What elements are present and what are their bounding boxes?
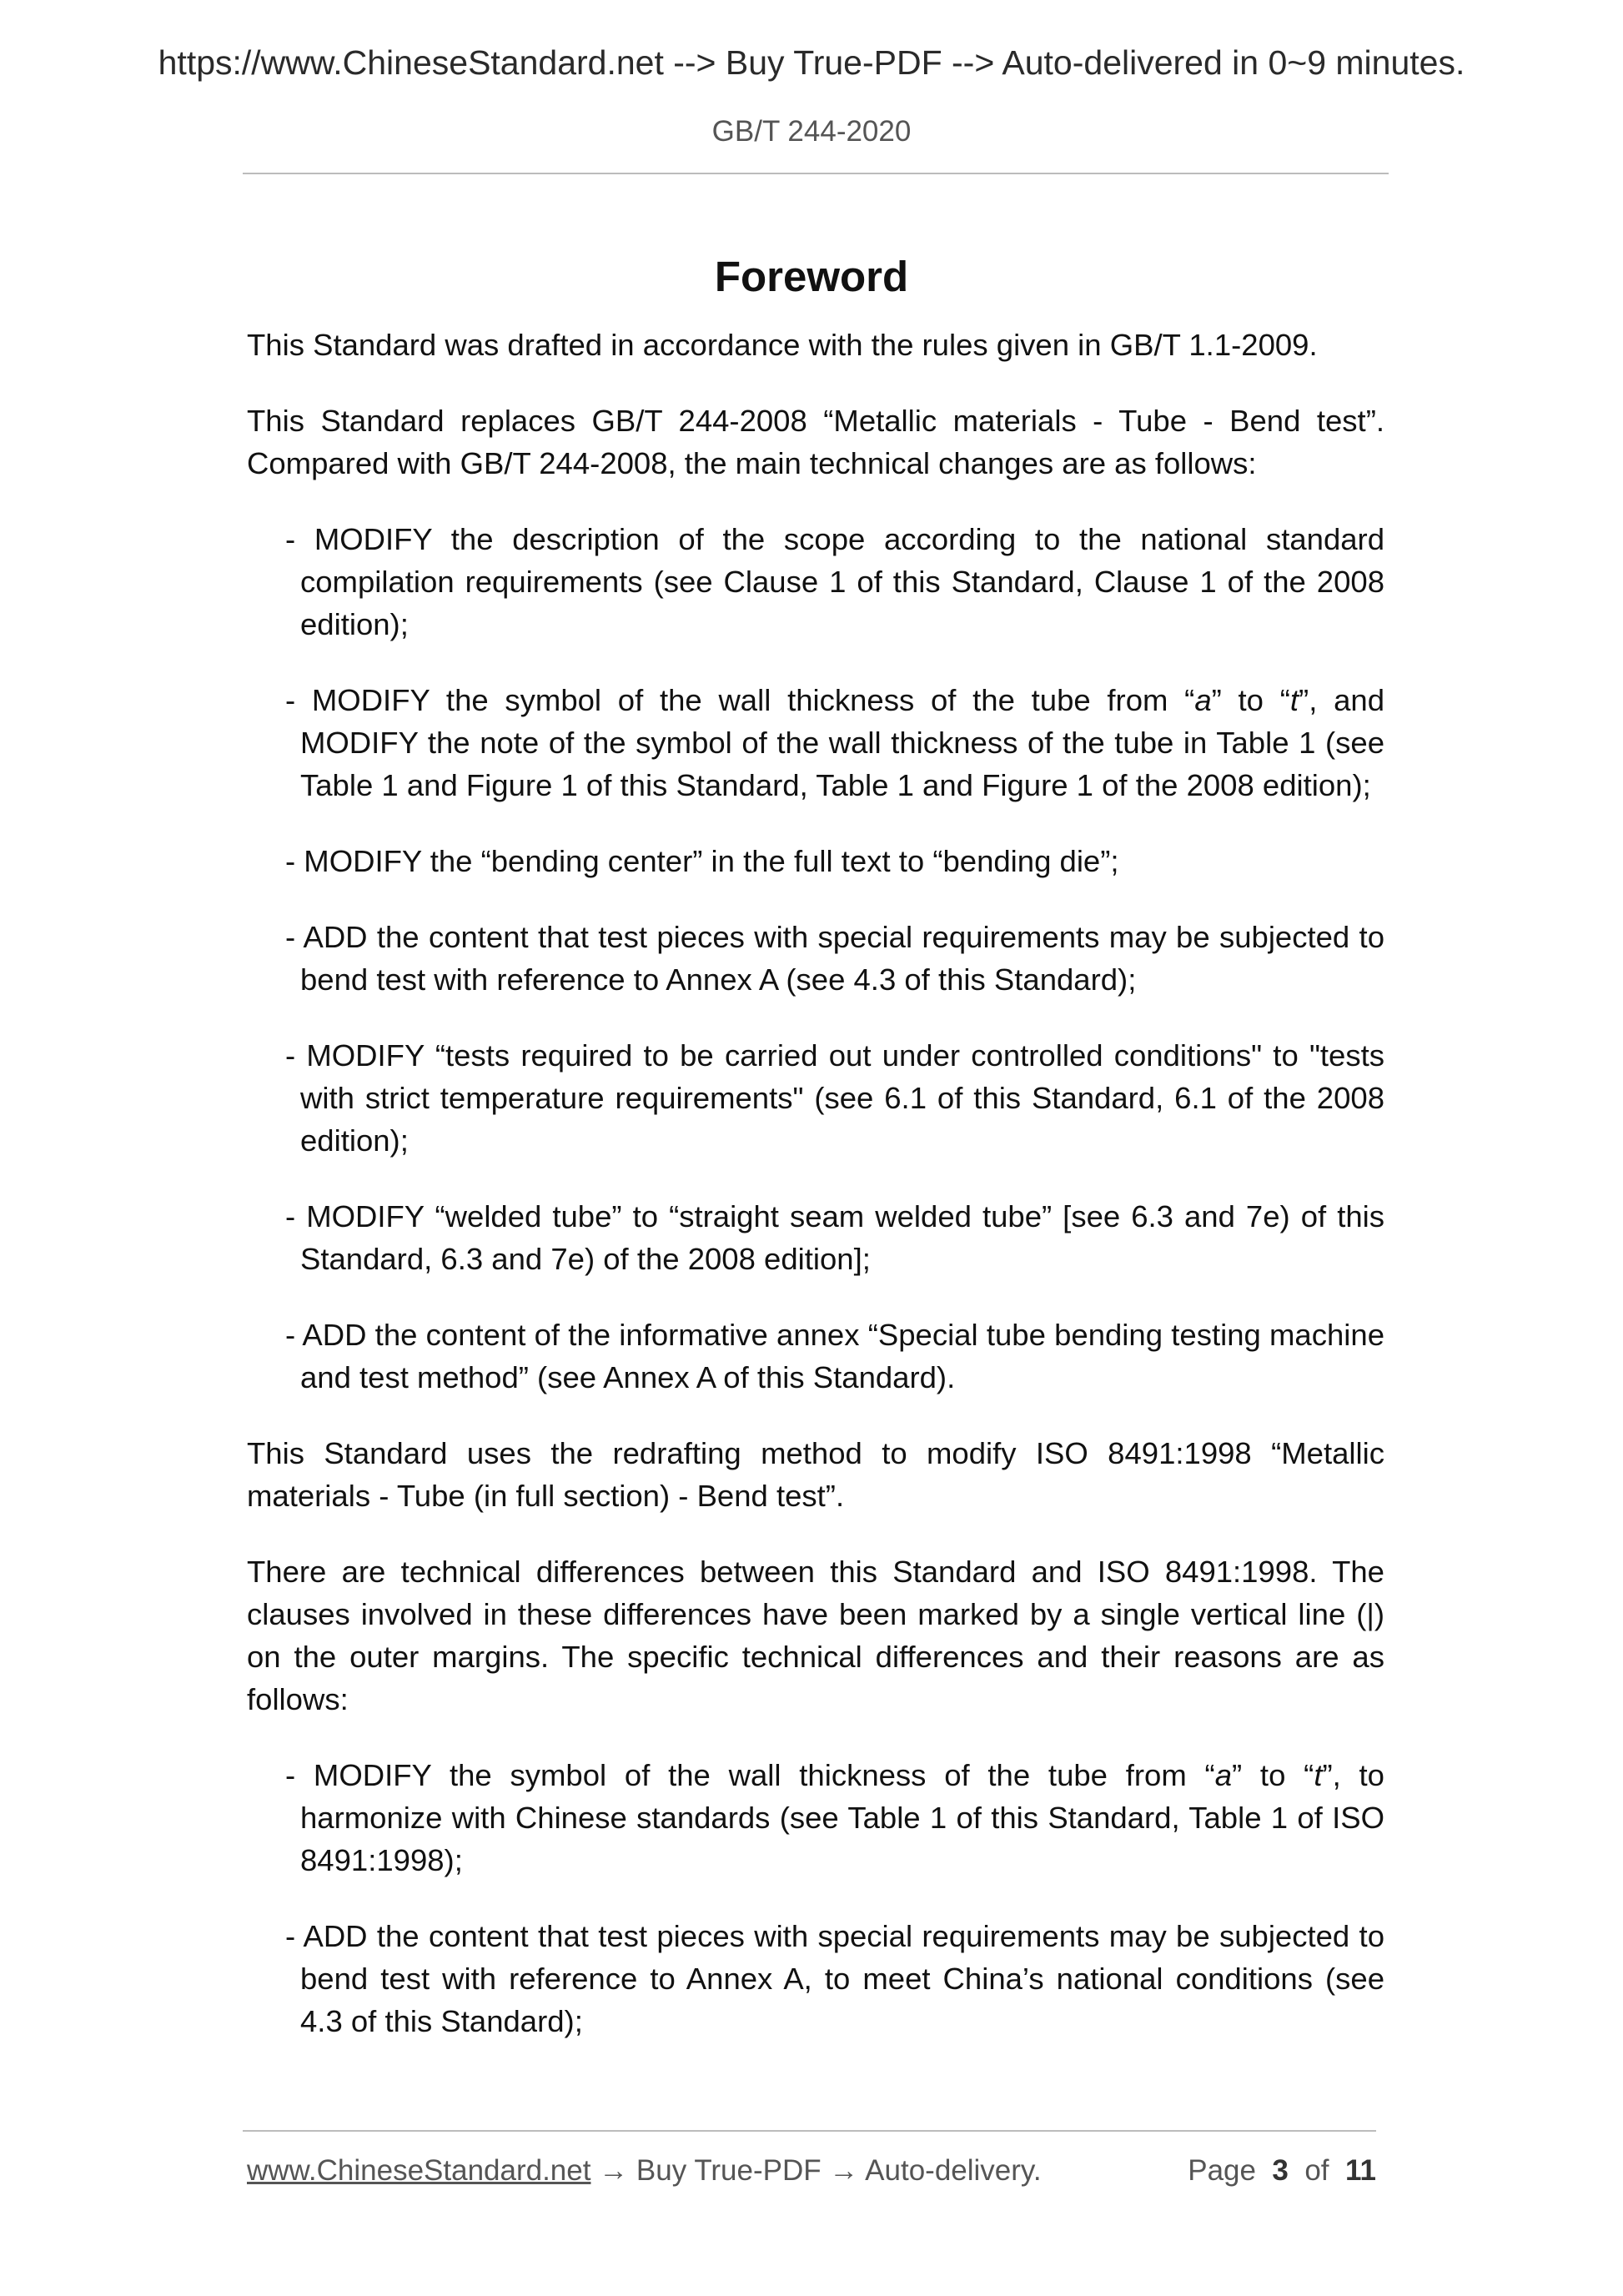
footer-divider [243,2130,1376,2132]
symbol-t: t [1289,683,1299,717]
list-item: - MODIFY “tests required to be carried out under controlled conditions" to "tests with strict temperature requirements" (see 6.1 of this Standard, 6.1 of the 2008 edition); [285,1038,1384,1158]
list-item [285,1754,1384,1882]
technical-changes-list [247,518,1384,1399]
top-banner: https://www.ChineseStandard.net --> Buy True-PDF --> Auto-delivered in 0~9 minutes. [158,43,1465,82]
item-text: - MODIFY the symbol of the wall thickness of the tube from “ [285,683,1195,717]
paragraph-technical-differences: There are technical differences between this Standard and ISO 8491:1998. The clauses involved in these differences have been marked by a single vertical line (|) on the outer margins. The specific technical differences and their reasons are as follows: [247,1555,1384,1716]
item-text: ” to “ [1211,683,1290,717]
symbol-a: a [1194,683,1212,717]
foreword-body [247,324,1384,2076]
list-item [285,679,1384,806]
page-title: Foreword [714,253,909,301]
symbol-t: t [1314,1758,1323,1792]
footer-tagline: → Buy True-PDF → Auto-delivery. [590,2154,1042,2187]
item-text: ”, to harmonize with Chinese standards (see Table 1 of this Standard, Table 1 of ISO 8491:1998); [300,1758,1384,1877]
list-item: - MODIFY the description of the scope according to the national standard compilation requirements (see Clause 1 of this Standard, Clause 1 of the 2008 edition); [285,522,1384,641]
total-pages: 11 [1345,2154,1376,2187]
list-item: - MODIFY “welded tube” to “straight seam welded tube” [see 6.3 and 7e) of this Standard, 6.3 and 7e) of the 2008 edition]; [285,1199,1384,1276]
list-item: - ADD the content that test pieces with special requirements may be subjected to bend test with reference to Annex A (see 4.3 of this Standard); [285,920,1384,997]
page-number: 3 [1272,2154,1289,2187]
item-text: ”, and MODIFY the note of the symbol of the wall thickness of the tube in Table 1 (see Table 1 and Figure 1 of this Standard, Table 1 and Figure 1 of the 2008 edition); [300,683,1384,802]
page-indicator [1188,2154,1376,2188]
technical-differences-list [247,1754,1384,2042]
page-footer [247,2154,1376,2188]
page-label: Page [1188,2154,1256,2187]
of-label: of [1304,2154,1329,2187]
symbol-a: a [1214,1758,1232,1792]
standard-code: GB/T 244-2020 [711,115,912,148]
item-text: ” to “ [1232,1758,1314,1792]
paragraph-redrafting-method: This Standard uses the redrafting method to modify ISO 8491:1998 “Metallic materials - Tube (in full section) - Bend test”. [247,1436,1384,1513]
header-divider [243,173,1389,174]
item-text: - MODIFY the symbol of the wall thickness of the tube from “ [285,1758,1215,1792]
list-item: - ADD the content of the informative annex “Special tube bending testing machine and test method” (see Annex A of this Standard). [285,1318,1384,1394]
list-item: - ADD the content that test pieces with special requirements may be subjected to bend test with reference to Annex A, to meet China’s national conditions (see 4.3 of this Standard); [285,1919,1384,2038]
paragraph-replaces: This Standard replaces GB/T 244-2008 “Metallic materials - Tube - Bend test”. Compared with GB/T 244-2008, the main technical changes are as follows: [247,404,1384,480]
list-item: - MODIFY the “bending center” in the full text to “bending die”; [285,844,1119,878]
paragraph-drafting-rules: This Standard was drafted in accordance with the rules given in GB/T 1.1-2009. [247,328,1318,362]
site-link[interactable]: www.ChineseStandard.net [247,2154,591,2187]
